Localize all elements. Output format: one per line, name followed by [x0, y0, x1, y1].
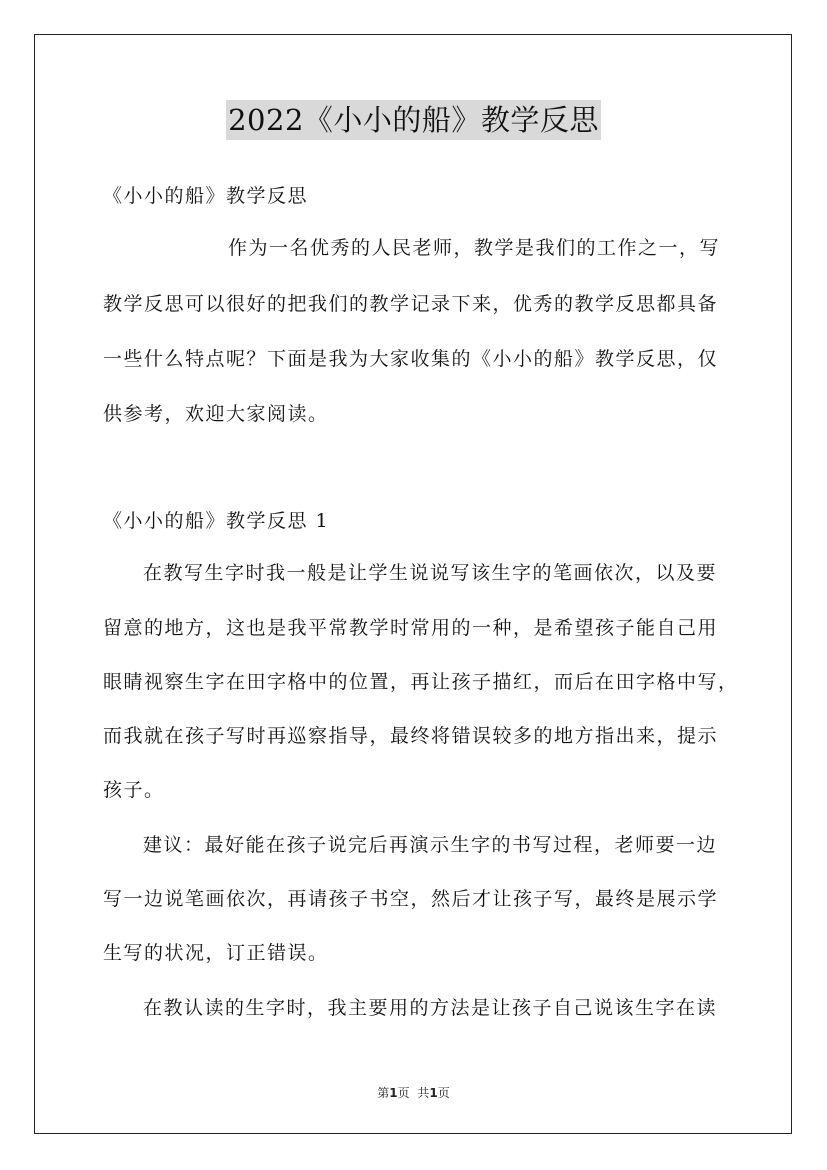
intro-line-1: 作为一名优秀的人民老师，教学是我们的工作之一，写 [228, 237, 721, 259]
footer-total-prefix: 共 [417, 1086, 430, 1100]
intro-line-4: 供参考，欢迎大家阅读。 [103, 403, 329, 425]
intro-line-2: 教学反思可以很好的把我们的教学记录下来，优秀的教学反思都具备 [103, 293, 719, 315]
para2-line-3: 生写的状况，订正错误。 [103, 942, 329, 964]
footer-page-prefix: 第 [377, 1086, 390, 1100]
para1-line-5: 孩子。 [103, 779, 165, 801]
page-footer [0, 1084, 827, 1101]
footer-total-number: 1 [429, 1086, 438, 1100]
para3-line-1: 在教认读的生字时，我主要用的方法是让孩子自己说该生字在读 [143, 997, 718, 1019]
para1-line-4: 而我就在孩子写时再巡察指导，最终将错误较多的地方指出来，提示 [103, 725, 719, 747]
para1-line-3: 眼睛视察生字在田字格中的位置，再让孩子描红，而后在田字格中写， [103, 671, 739, 693]
intro-line-3: 一些什么特点呢？下面是我为大家收集的《小小的船》教学反思，仅 [103, 348, 719, 370]
para2-line-1: 建议：最好能在孩子说完后再演示生字的书写过程，老师要一边 [143, 834, 718, 856]
footer-page-number: 1 [389, 1086, 398, 1100]
footer-total-suffix: 页 [437, 1086, 450, 1100]
para2-line-2: 写一边说笔画依次，再请孩子书空，然后才让孩子写，最终是展示学 [103, 888, 719, 910]
section-heading: 《小小的船》教学反思 1 [103, 510, 330, 532]
document-title: 2022《小小的船》教学反思 [226, 100, 601, 140]
footer-page-suffix: 页 [397, 1086, 410, 1100]
para1-line-2: 留意的地方，这也是我平常教学时常用的一种，是希望孩子能自己用 [103, 617, 719, 639]
subtitle: 《小小的船》教学反思 [103, 185, 309, 207]
title-container [0, 100, 827, 140]
para1-line-1: 在教写生字时我一般是让学生说说写该生字的笔画依次，以及要 [143, 562, 718, 584]
